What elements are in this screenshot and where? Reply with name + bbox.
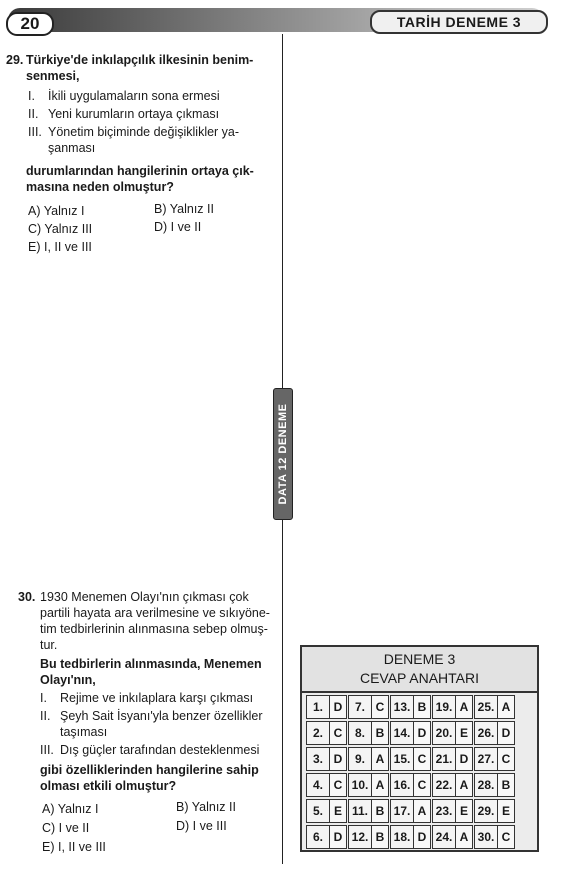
answer-key-cell (474, 695, 515, 720)
answer-key-question-number: 15. (390, 747, 414, 771)
question-29-stem-line1: Türkiye'de inkılapçılık ilkesinin benim- (26, 53, 254, 67)
answer-key-answer: D (330, 747, 347, 771)
answer-key-answer: A (456, 825, 473, 849)
answer-key-question-number: 30. (474, 825, 498, 849)
question-30-intro-line3: tim tedbirlerinin alınmasına sebep olmuş- (40, 622, 268, 636)
answer-key-answer: E (498, 799, 515, 823)
question-30-intro-line2: partili hayata ara verilmesine ve sıkıyöne- (40, 606, 270, 620)
answer-key-row (306, 721, 536, 746)
answer-key-cell (306, 825, 347, 850)
answer-key-question-number: 26. (474, 721, 498, 745)
answer-key-cell (474, 747, 515, 772)
answer-key-answer: E (330, 799, 347, 823)
answer-key-cell (348, 799, 389, 824)
answer-key-question-number: 4. (306, 773, 330, 797)
answer-key-answer: D (330, 695, 347, 719)
answer-key-cell (348, 695, 389, 720)
statement-text: Şeyh Sait İsyanı'yla benzer özellikler (60, 709, 263, 723)
answer-key-question-number: 13. (390, 695, 414, 719)
answer-key-cell (474, 721, 515, 746)
answer-key-cell (432, 721, 473, 746)
statement-roman: II. (40, 709, 51, 723)
answer-key-answer: B (372, 721, 389, 745)
statement-text: Rejime ve inkılaplara karşı çıkması (60, 691, 254, 705)
answer-key-question-number: 23. (432, 799, 456, 823)
statement-text: Dış güçler tarafından desteklenmesi (60, 743, 260, 757)
answer-key-cell (474, 799, 515, 824)
answer-key-question-number: 5. (306, 799, 330, 823)
answer-key-answer: A (372, 747, 389, 771)
question-30-prompt-line2: olması etkili olmuştur? (40, 779, 177, 793)
question-30-intro-line1: 1930 Menemen Olayı'nın çıkması çok (40, 590, 249, 604)
statement-roman: III. (28, 125, 42, 139)
answer-key-answer: D (456, 747, 473, 771)
answer-key-question-number: 6. (306, 825, 330, 849)
answer-key-cell (348, 773, 389, 798)
option-a[interactable]: A) Yalnız I (28, 204, 85, 218)
question-29-prompt-line1: durumlarından hangilerinin ortaya çık- (26, 164, 254, 178)
statement-text-continued: taşıması (60, 725, 108, 739)
answer-key-answer: C (498, 825, 515, 849)
answer-key-header (302, 647, 537, 693)
answer-key-answer: A (456, 695, 473, 719)
answer-key-question-number: 22. (432, 773, 456, 797)
option-c[interactable]: C) Yalnız III (28, 222, 93, 236)
answer-key-answer: C (330, 721, 347, 745)
answer-key-question-number: 12. (348, 825, 372, 849)
answer-key-question-number: 21. (432, 747, 456, 771)
question-30-stem-line1: Bu tedbirlerin alınmasında, Menemen (40, 657, 262, 671)
answer-key-cell (432, 773, 473, 798)
answer-key-answer: E (456, 799, 473, 823)
question-30-number: 30. (18, 590, 36, 604)
answer-key-question-number: 16. (390, 773, 414, 797)
option-e[interactable]: E) I, II ve III (28, 240, 92, 254)
answer-key-question-number: 9. (348, 747, 372, 771)
answer-key-cell (348, 747, 389, 772)
answer-key-question-number: 18. (390, 825, 414, 849)
page-number: 20 (6, 12, 54, 36)
answer-key-cell (432, 825, 473, 850)
answer-key-answer: A (414, 799, 431, 823)
answer-key-question-number: 2. (306, 721, 330, 745)
answer-key-answer: A (456, 773, 473, 797)
option-d[interactable]: D) I ve III (176, 819, 227, 833)
answer-key-cell (348, 825, 389, 850)
answer-key-question-number: 27. (474, 747, 498, 771)
answer-key-question-number: 10. (348, 773, 372, 797)
answer-key-answer: C (414, 747, 431, 771)
answer-key-cell (306, 747, 347, 772)
answer-key-question-number: 28. (474, 773, 498, 797)
answer-key-row (306, 799, 536, 824)
question-30-stem-line2: Olayı'nın, (40, 673, 96, 687)
answer-key-answer: B (414, 695, 431, 719)
answer-key-cell (390, 825, 431, 850)
answer-key-answer: C (330, 773, 347, 797)
answer-key-grid (306, 695, 536, 851)
answer-key-question-number: 20. (432, 721, 456, 745)
option-b[interactable]: B) Yalnız II (154, 202, 214, 216)
answer-key-cell (306, 695, 347, 720)
answer-key-row (306, 825, 536, 850)
question-30-intro-line4: tur. (40, 638, 58, 652)
statement-text: Yeni kurumların ortaya çıkması (48, 107, 220, 121)
answer-key-answer: C (372, 695, 389, 719)
answer-key-question-number: 8. (348, 721, 372, 745)
answer-key-row (306, 747, 536, 772)
option-c[interactable]: C) I ve II (42, 821, 90, 835)
option-d[interactable]: D) I ve II (154, 220, 202, 234)
answer-key-row (306, 773, 536, 798)
answer-key-answer: B (372, 799, 389, 823)
question-29-prompt-line2: masına neden olmuştur? (26, 180, 174, 194)
header-title: TARİH DENEME 3 (370, 10, 548, 34)
option-a[interactable]: A) Yalnız I (42, 802, 99, 816)
answer-key-cell (348, 721, 389, 746)
answer-key-question-number: 24. (432, 825, 456, 849)
answer-key (300, 645, 539, 852)
option-e[interactable]: E) I, II ve III (42, 840, 106, 854)
answer-key-cell (306, 721, 347, 746)
answer-key-cell (390, 799, 431, 824)
statement-text: Yönetim biçiminde değişiklikler ya- (48, 125, 240, 139)
answer-key-question-number: 19. (432, 695, 456, 719)
statement-roman: II. (28, 107, 39, 121)
statement-roman: I. (28, 89, 35, 103)
answer-key-cell (390, 747, 431, 772)
answer-key-answer: B (372, 825, 389, 849)
answer-key-answer: D (498, 721, 515, 745)
answer-key-title: DENEME 3 (383, 651, 456, 667)
statement-roman: I. (40, 691, 47, 705)
answer-key-answer: C (414, 773, 431, 797)
answer-key-cell (390, 695, 431, 720)
answer-key-answer: D (330, 825, 347, 849)
answer-key-cell (432, 695, 473, 720)
answer-key-cell (390, 721, 431, 746)
answer-key-cell (432, 799, 473, 824)
answer-key-question-number: 14. (390, 721, 414, 745)
answer-key-cell (390, 773, 431, 798)
option-b[interactable]: B) Yalnız II (176, 800, 236, 814)
answer-key-cell (474, 773, 515, 798)
spine-label-text: DATA 12 DENEME (277, 403, 289, 505)
answer-key-row (306, 695, 536, 720)
answer-key-answer: E (456, 721, 473, 745)
answer-key-answer: A (372, 773, 389, 797)
statement-text: İkili uygulamaların sona ermesi (48, 89, 220, 103)
statement-roman: III. (40, 743, 54, 757)
answer-key-question-number: 29. (474, 799, 498, 823)
question-30-prompt-line1: gibi özelliklerinden hangilerine sahip (40, 763, 259, 777)
statement-text-continued: şanması (48, 141, 96, 155)
question-29-number: 29. (6, 53, 24, 67)
answer-key-answer: D (414, 721, 431, 745)
answer-key-answer: D (414, 825, 431, 849)
question-29-stem-line2: senmesi, (26, 69, 80, 83)
answer-key-cell (474, 825, 515, 850)
answer-key-subtitle: CEVAP ANAHTARI (359, 670, 480, 686)
answer-key-question-number: 1. (306, 695, 330, 719)
answer-key-question-number: 17. (390, 799, 414, 823)
answer-key-question-number: 3. (306, 747, 330, 771)
answer-key-cell (306, 773, 347, 798)
answer-key-cell (432, 747, 473, 772)
answer-key-answer: B (498, 773, 515, 797)
answer-key-answer: C (498, 747, 515, 771)
answer-key-question-number: 7. (348, 695, 372, 719)
answer-key-question-number: 11. (348, 799, 372, 823)
answer-key-question-number: 25. (474, 695, 498, 719)
answer-key-answer: A (498, 695, 515, 719)
spine-label (273, 388, 293, 520)
answer-key-cell (306, 799, 347, 824)
